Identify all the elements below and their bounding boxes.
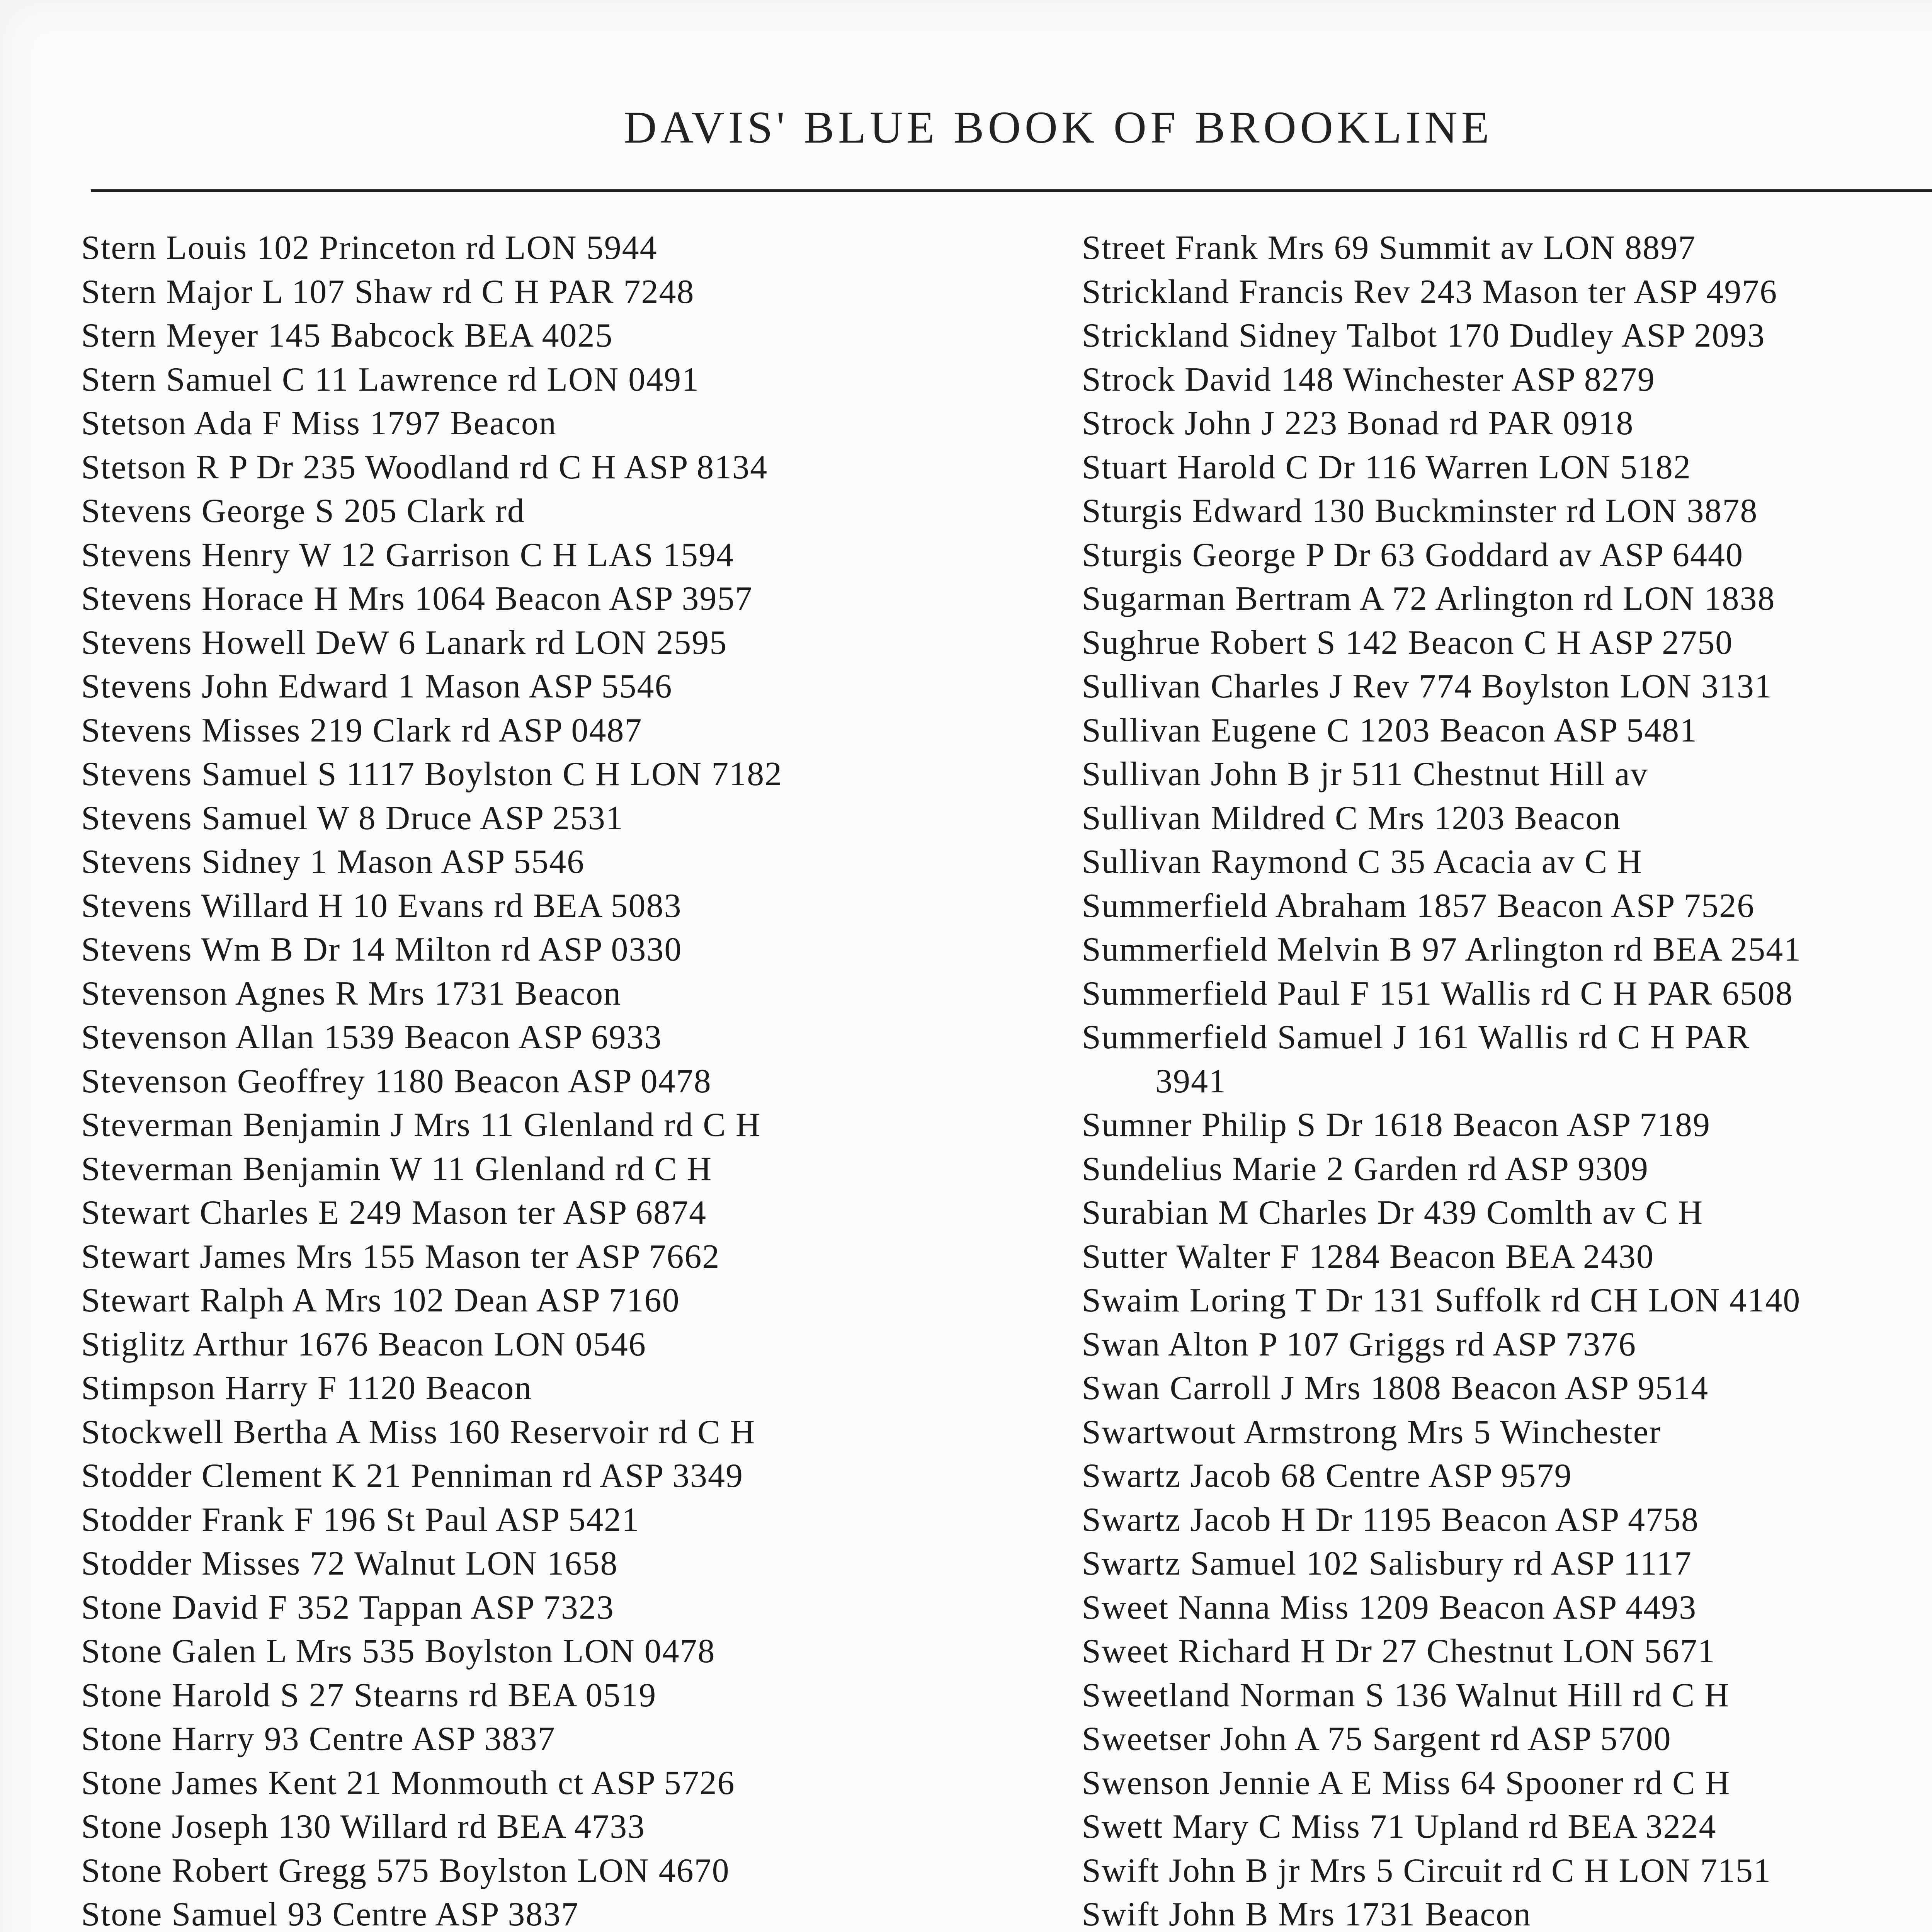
directory-entry: Strock David 148 Winchester ASP 8279 (1082, 361, 1655, 398)
directory-entry: Swan Carroll J Mrs 1808 Beacon ASP 9514 (1082, 1369, 1709, 1407)
directory-entry: Stevens John Edward 1 Mason ASP 5546 (81, 668, 673, 705)
directory-entry: Sweet Nanna Miss 1209 Beacon ASP 4493 (1082, 1588, 1697, 1626)
page-title: DAVIS' BLUE BOOK OF BROOKLINE (624, 102, 1493, 153)
directory-entry: Summerfield Paul F 151 Wallis rd C H PAR 6508 (1082, 975, 1793, 1012)
directory-entry: Swartz Jacob H Dr 1195 Beacon ASP 4758 (1082, 1501, 1699, 1539)
directory-entry: Sturgis Edward 130 Buckminster rd LON 3878 (1082, 492, 1758, 530)
directory-entry: Swift John B Mrs 1731 Beacon (1082, 1896, 1532, 1932)
directory-entry: Strock John J 223 Bonad rd PAR 0918 (1082, 405, 1634, 442)
directory-entry: Sugarman Bertram A 72 Arlington rd LON 1838 (1082, 580, 1776, 617)
directory-entry: Swartwout Armstrong Mrs 5 Winchester (1082, 1413, 1662, 1451)
directory-entry: Stevenson Geoffrey 1180 Beacon ASP 0478 (81, 1062, 712, 1100)
directory-entry: Sumner Philip S Dr 1618 Beacon ASP 7189 (1082, 1106, 1711, 1144)
directory-entry: Street Frank Mrs 69 Summit av LON 8897 (1082, 229, 1696, 267)
directory-entry: Stewart Charles E 249 Mason ter ASP 6874 (81, 1194, 707, 1231)
directory-entry: Stone David F 352 Tappan ASP 7323 (81, 1588, 614, 1626)
directory-entry: Stone Joseph 130 Willard rd BEA 4733 (81, 1808, 646, 1845)
directory-entry: Sullivan John B jr 511 Chestnut Hill av (1082, 755, 1648, 793)
directory-entry-continuation: 3941 (1155, 1062, 1226, 1100)
directory-entry: Stevens Henry W 12 Garrison C H LAS 1594 (81, 536, 734, 574)
directory-entry: Sweetser John A 75 Sargent rd ASP 5700 (1082, 1720, 1672, 1758)
directory-entry: Stodder Clement K 21 Penniman rd ASP 3349 (81, 1457, 744, 1495)
directory-entry: Surabian M Charles Dr 439 Comlth av C H (1082, 1194, 1704, 1231)
directory-entry: Stevens George S 205 Clark rd (81, 492, 525, 530)
directory-entry: Stimpson Harry F 1120 Beacon (81, 1369, 532, 1407)
directory-entry: Swaim Loring T Dr 131 Suffolk rd CH LON 4140 (1082, 1282, 1801, 1319)
directory-entry: Stewart James Mrs 155 Mason ter ASP 7662 (81, 1238, 720, 1276)
directory-entry: Swartz Samuel 102 Salisbury rd ASP 1117 (1082, 1545, 1692, 1582)
directory-entry: Steverman Benjamin J Mrs 11 Glenland rd C H (81, 1106, 761, 1144)
directory-entry: Stevenson Allan 1539 Beacon ASP 6933 (81, 1019, 662, 1056)
directory-entry: Stone Galen L Mrs 535 Boylston LON 0478 (81, 1633, 716, 1670)
directory-entry: Sullivan Charles J Rev 774 Boylston LON 3131 (1082, 668, 1772, 705)
directory-entry: Stone Samuel 93 Centre ASP 3837 (81, 1896, 579, 1932)
directory-entry: Swan Alton P 107 Griggs rd ASP 7376 (1082, 1325, 1636, 1363)
directory-entry: Stern Major L 107 Shaw rd C H PAR 7248 (81, 273, 695, 311)
directory-entry: Sughrue Robert S 142 Beacon C H ASP 2750 (1082, 624, 1733, 662)
header-rule (91, 189, 1932, 192)
directory-entry: Stone Harry 93 Centre ASP 3837 (81, 1720, 556, 1758)
directory-entry: Summerfield Abraham 1857 Beacon ASP 7526 (1082, 887, 1755, 925)
directory-entry: Strickland Francis Rev 243 Mason ter ASP 4976 (1082, 273, 1778, 311)
directory-entry: Stone Robert Gregg 575 Boylston LON 4670 (81, 1852, 730, 1889)
directory-entry: Stetson Ada F Miss 1797 Beacon (81, 405, 557, 442)
directory-entry: Sturgis George P Dr 63 Goddard av ASP 6440 (1082, 536, 1743, 574)
directory-entry: Stewart Ralph A Mrs 102 Dean ASP 7160 (81, 1282, 680, 1319)
directory-entry: Stodder Misses 72 Walnut LON 1658 (81, 1545, 618, 1582)
directory-entry: Stern Samuel C 11 Lawrence rd LON 0491 (81, 361, 700, 398)
directory-entry: Summerfield Samuel J 161 Wallis rd C H PAR (1082, 1019, 1750, 1056)
directory-entry: Stevenson Agnes R Mrs 1731 Beacon (81, 975, 622, 1012)
directory-entry: Stiglitz Arthur 1676 Beacon LON 0546 (81, 1325, 646, 1363)
directory-entry: Stevens Samuel S 1117 Boylston C H LON 7182 (81, 755, 783, 793)
directory-entry: Sullivan Raymond C 35 Acacia av C H (1082, 843, 1643, 881)
directory-entry: Swenson Jennie A E Miss 64 Spooner rd C H (1082, 1764, 1731, 1802)
directory-entry: Stevens Misses 219 Clark rd ASP 0487 (81, 711, 643, 749)
directory-entry: Stevens Willard H 10 Evans rd BEA 5083 (81, 887, 682, 925)
directory-entry: Stockwell Bertha A Miss 160 Reservoir rd C H (81, 1413, 756, 1451)
directory-entry: Summerfield Melvin B 97 Arlington rd BEA 2541 (1082, 931, 1802, 968)
directory-entry: Sundelius Marie 2 Garden rd ASP 9309 (1082, 1150, 1649, 1188)
directory-entry: Stevens Samuel W 8 Druce ASP 2531 (81, 799, 624, 837)
running-header (93, 101, 1932, 179)
directory-entry: Sullivan Mildred C Mrs 1203 Beacon (1082, 799, 1621, 837)
directory-entry: Steverman Benjamin W 11 Glenland rd C H (81, 1150, 713, 1188)
directory-entry: Swett Mary C Miss 71 Upland rd BEA 3224 (1082, 1808, 1717, 1845)
directory-entry: Sutter Walter F 1284 Beacon BEA 2430 (1082, 1238, 1654, 1276)
directory-entry: Stevens Howell DeW 6 Lanark rd LON 2595 (81, 624, 728, 662)
directory-entry: Stevens Horace H Mrs 1064 Beacon ASP 3957 (81, 580, 753, 617)
directory-entry: Stevens Sidney 1 Mason ASP 5546 (81, 843, 585, 881)
directory-entry: Sweet Richard H Dr 27 Chestnut LON 5671 (1082, 1633, 1716, 1670)
directory-entry: Stern Meyer 145 Babcock BEA 4025 (81, 317, 613, 354)
directory-entry: Stetson R P Dr 235 Woodland rd C H ASP 8134 (81, 448, 768, 486)
directory-entry: Stone Harold S 27 Stearns rd BEA 0519 (81, 1676, 657, 1714)
directory-entry: Stuart Harold C Dr 116 Warren LON 5182 (1082, 448, 1691, 486)
directory-column-right (1082, 226, 1932, 1932)
directory-entry: Stone James Kent 21 Monmouth ct ASP 5726 (81, 1764, 735, 1802)
directory-entry: Sullivan Eugene C 1203 Beacon ASP 5481 (1082, 711, 1698, 749)
directory-entry: Stern Louis 102 Princeton rd LON 5944 (81, 229, 658, 267)
directory-entry: Sweetland Norman S 136 Walnut Hill rd C H (1082, 1676, 1730, 1714)
directory-entry: Stodder Frank F 196 St Paul ASP 5421 (81, 1501, 640, 1539)
directory-entry: Strickland Sidney Talbot 170 Dudley ASP 2093 (1082, 317, 1765, 354)
directory-entry: Swartz Jacob 68 Centre ASP 9579 (1082, 1457, 1572, 1495)
directory-entry: Swift John B jr Mrs 5 Circuit rd C H LON 7151 (1082, 1852, 1771, 1889)
directory-column-left (81, 226, 1059, 1932)
directory-entry: Stevens Wm B Dr 14 Milton rd ASP 0330 (81, 931, 682, 968)
